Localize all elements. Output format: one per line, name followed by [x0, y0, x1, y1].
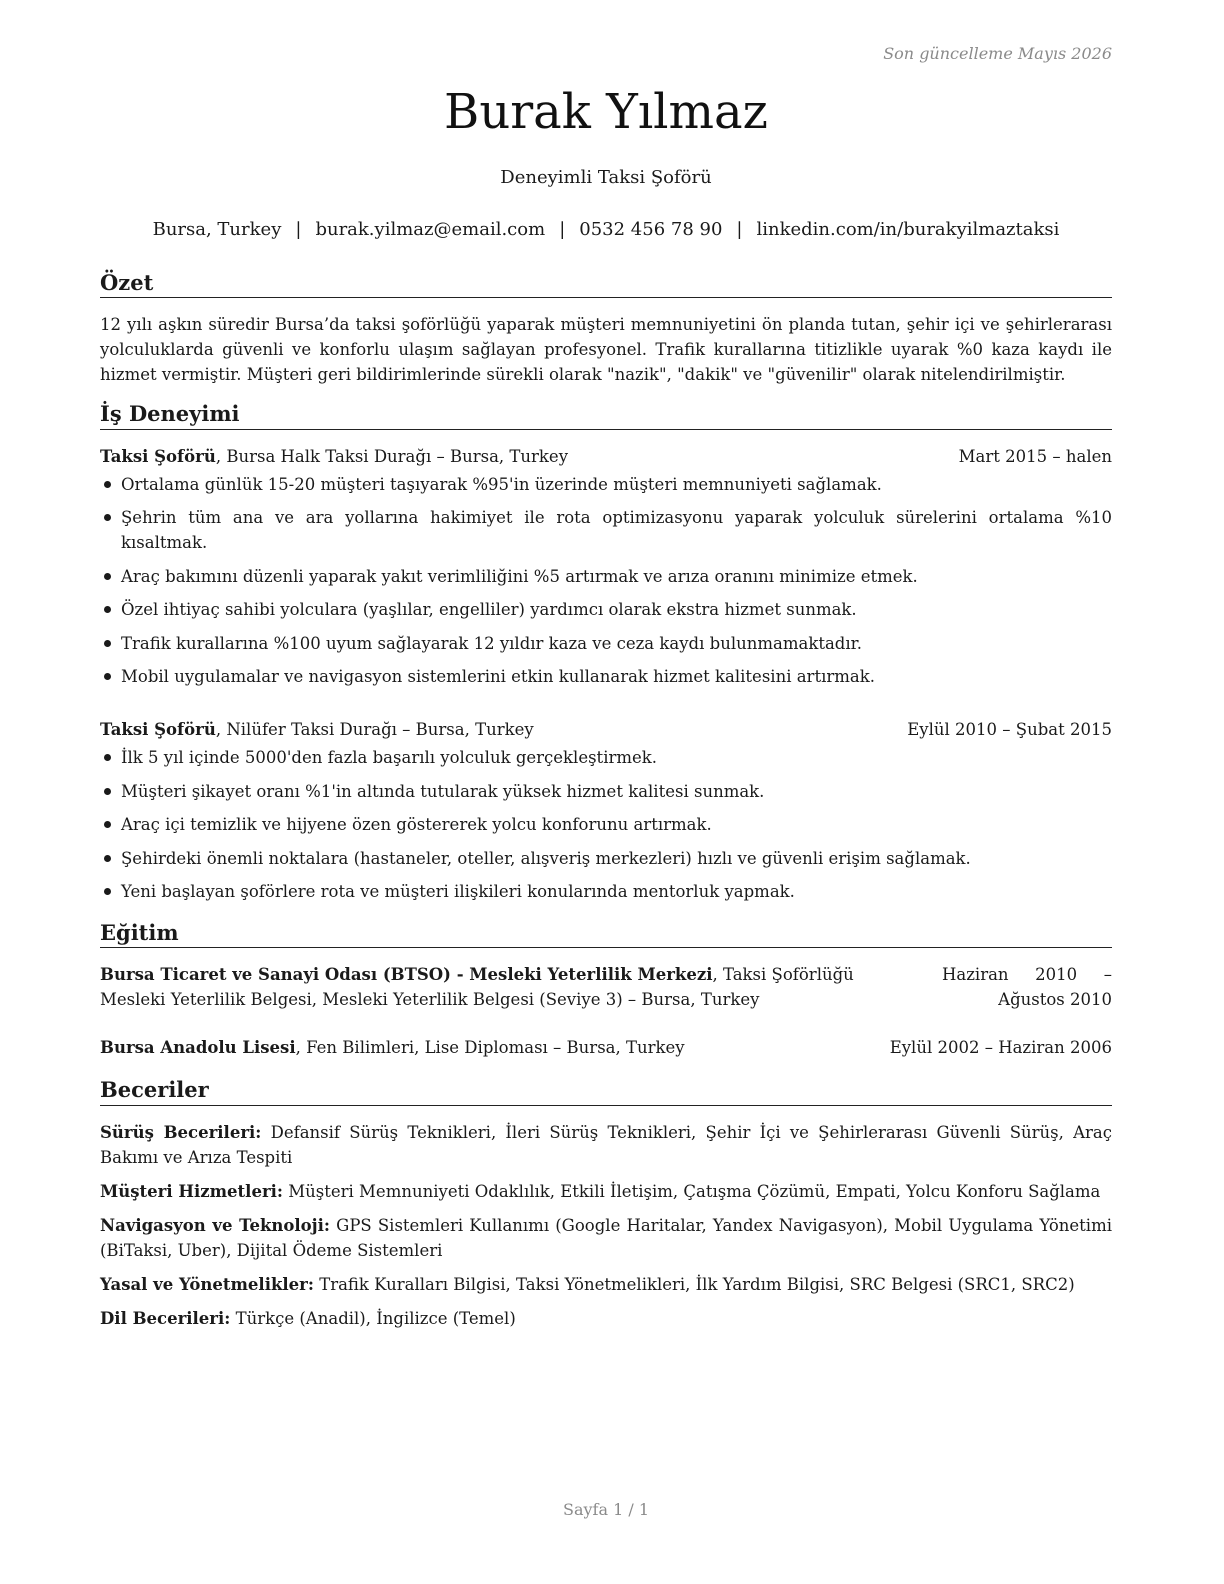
education-detail: , Fen Bilimleri, Lise Diploması – Bursa, Turkey	[295, 1038, 685, 1058]
skill-value: Müşteri Memnuniyeti Odaklılık, Etkili İletişim, Çatışma Çözümü, Empati, Yolcu Konforu Sağlama	[283, 1181, 1101, 1201]
contact-linkedin[interactable]: linkedin.com/in/burakyilmaztaksi	[756, 219, 1060, 240]
contact-phone: 0532 456 78 90	[579, 219, 723, 240]
job-entry	[100, 444, 1112, 690]
skill-group	[100, 1306, 1112, 1331]
summary-text: 12 yılı aşkın süredir Bursa’da taksi şoförlüğü yaparak müşteri memnuniyetini ön planda tutan, şehir içi ve şehirlerarası yolculuklarda güvenli ve konforlu ulaşım sağlayan profesyonel. Trafik kurallarına titizlikle uyarak %0 kaza kaydı ile hizmet vermiştir. Müşteri geri bildirimlerinde sürekli olarak "nazik", "dakik" ve "güvenilir" olarak nitelendirilmiştir.	[100, 315, 1112, 385]
list-item: Ortalama günlük 15-20 müşteri taşıyarak %95'in üzerinde müşteri memnuniyeti sağlamak.	[100, 472, 1112, 497]
skill-value: Trafik Kuralları Bilgisi, Taksi Yönetmelikleri, İlk Yardım Bilgisi, SRC Belgesi (SRC1, SRC2)	[313, 1274, 1075, 1294]
list-item: Şehirdeki önemli noktalara (hastaneler, oteller, alışveriş merkezleri) hızlı ve güvenli erişim sağlamak.	[100, 846, 1112, 871]
contact-email[interactable]: burak.yilmaz@email.com	[315, 219, 546, 240]
list-item: Şehrin tüm ana ve ara yollarına hakimiyet ile rota optimizasyonu yaparak yolculuk sürelerini ortalama %10 kısaltmak.	[100, 505, 1112, 555]
skill-group	[100, 1120, 1112, 1170]
job-role: Taksi Şoförü	[100, 720, 216, 739]
list-item: Özel ihtiyaç sahibi yolculara (yaşlılar, engelliler) yardımcı olarak ekstra hizmet sunmak.	[100, 597, 1112, 622]
list-item: Araç içi temizlik ve hijyene özen göstererek yolcu konforunu artırmak.	[100, 812, 1112, 837]
skill-label: Yasal ve Yönetmelikler:	[100, 1274, 314, 1294]
page-number: Sayfa 1 / 1	[562, 1500, 649, 1519]
list-item: Yeni başlayan şoförlere rota ve müşteri ilişkileri konularında mentorluk yapmak.	[100, 879, 1112, 904]
education-dates: Eylül 2002 – Haziran 2006	[889, 1038, 1112, 1058]
list-item: İlk 5 yıl içinde 5000'den fazla başarılı yolculuk gerçekleştirmek.	[100, 745, 1112, 770]
job-header	[100, 444, 1112, 469]
education-detail: , Taksi Şoförlüğü Mesleki Yeterlilik Belgesi, Mesleki Yeterlilik Belgesi (Seviye 3) – Bursa, Turkey	[100, 965, 854, 1010]
skill-value: Defansif Sürüş Teknikleri, İleri Sürüş Teknikleri, Şehir İçi ve Şehirlerarası Güvenli Sürüş, Araç Bakımı ve Arıza Tespiti	[100, 1122, 1112, 1167]
job-entry	[100, 717, 1112, 904]
education-school: Bursa Ticaret ve Sanayi Odası (BTSO) - Mesleki Yeterlilik Merkezi	[100, 965, 713, 985]
list-item: Trafik kurallarına %100 uyum sağlayarak 12 yıldır kaza ve ceza kaydı bulunmamaktadır.	[100, 631, 1112, 656]
contact-separator: |	[736, 219, 743, 240]
list-item: Müşteri şikayet oranı %1'in altında tutularak yüksek hizmet kalitesi sunmak.	[100, 779, 1112, 804]
education-entry	[100, 962, 1112, 1012]
skill-label: Sürüş Becerileri:	[100, 1122, 262, 1142]
section-title: Eğitim	[100, 920, 1112, 948]
contact-location: Bursa, Turkey	[152, 219, 282, 240]
resume-content	[100, 270, 1112, 1345]
job-bullets	[100, 472, 1112, 690]
skill-group	[100, 1272, 1112, 1297]
job-dates: Mart 2015 – halen	[958, 446, 1112, 466]
skill-label: Navigasyon ve Teknoloji:	[100, 1215, 331, 1235]
job-company: , Nilüfer Taksi Durağı – Bursa, Turkey	[215, 720, 534, 739]
resume-page	[100, 0, 1112, 1584]
section-title: İş Deneyimi	[100, 401, 1112, 429]
job-company: , Bursa Halk Taksi Durağı – Bursa, Turkey	[215, 446, 569, 466]
job-header	[100, 717, 1112, 742]
skill-label: Dil Becerileri:	[100, 1308, 231, 1328]
section-title: Beceriler	[100, 1077, 1112, 1105]
education-section	[100, 920, 1112, 1060]
skill-group	[100, 1213, 1112, 1263]
education-dates: Haziran 2010 – Ağustos 2010	[942, 965, 1112, 1010]
job-dates: Eylül 2010 – Şubat 2015	[907, 720, 1112, 739]
candidate-headline: Deneyimli Taksi Şoförü	[500, 167, 712, 188]
job-role: Taksi Şoförü	[100, 446, 216, 466]
education-entry	[100, 1035, 1112, 1060]
skill-value: GPS Sistemleri Kullanımı (Google Haritalar, Yandex Navigasyon), Mobil Uygulama Yönetimi (BiTaksi, Uber), Dijital Ödeme Sistemleri	[100, 1215, 1113, 1260]
skill-group	[100, 1179, 1112, 1204]
contact-separator: |	[295, 219, 302, 240]
skills-section	[100, 1077, 1112, 1330]
list-item: Araç bakımını düzenli yaparak yakıt verimliliğini %5 artırmak ve arıza oranını minimize etmek.	[100, 564, 1112, 589]
education-school: Bursa Anadolu Lisesi	[100, 1038, 296, 1058]
job-bullets	[100, 745, 1112, 904]
contact-separator: |	[559, 219, 566, 240]
section-title: Özet	[100, 270, 1112, 298]
summary-section	[100, 270, 1112, 387]
skill-label: Müşteri Hizmetleri:	[100, 1181, 283, 1201]
experience-section	[100, 401, 1112, 904]
candidate-name: Burak Yılmaz	[444, 84, 768, 140]
list-item: Mobil uygulamalar ve navigasyon sistemlerini etkin kullanarak hizmet kalitesini artırmak.	[100, 664, 1112, 689]
contact-line	[100, 219, 1112, 240]
skill-value: Türkçe (Anadil), İngilizce (Temel)	[230, 1308, 516, 1328]
last-updated: Son güncelleme Mayıs 2026	[883, 44, 1112, 63]
